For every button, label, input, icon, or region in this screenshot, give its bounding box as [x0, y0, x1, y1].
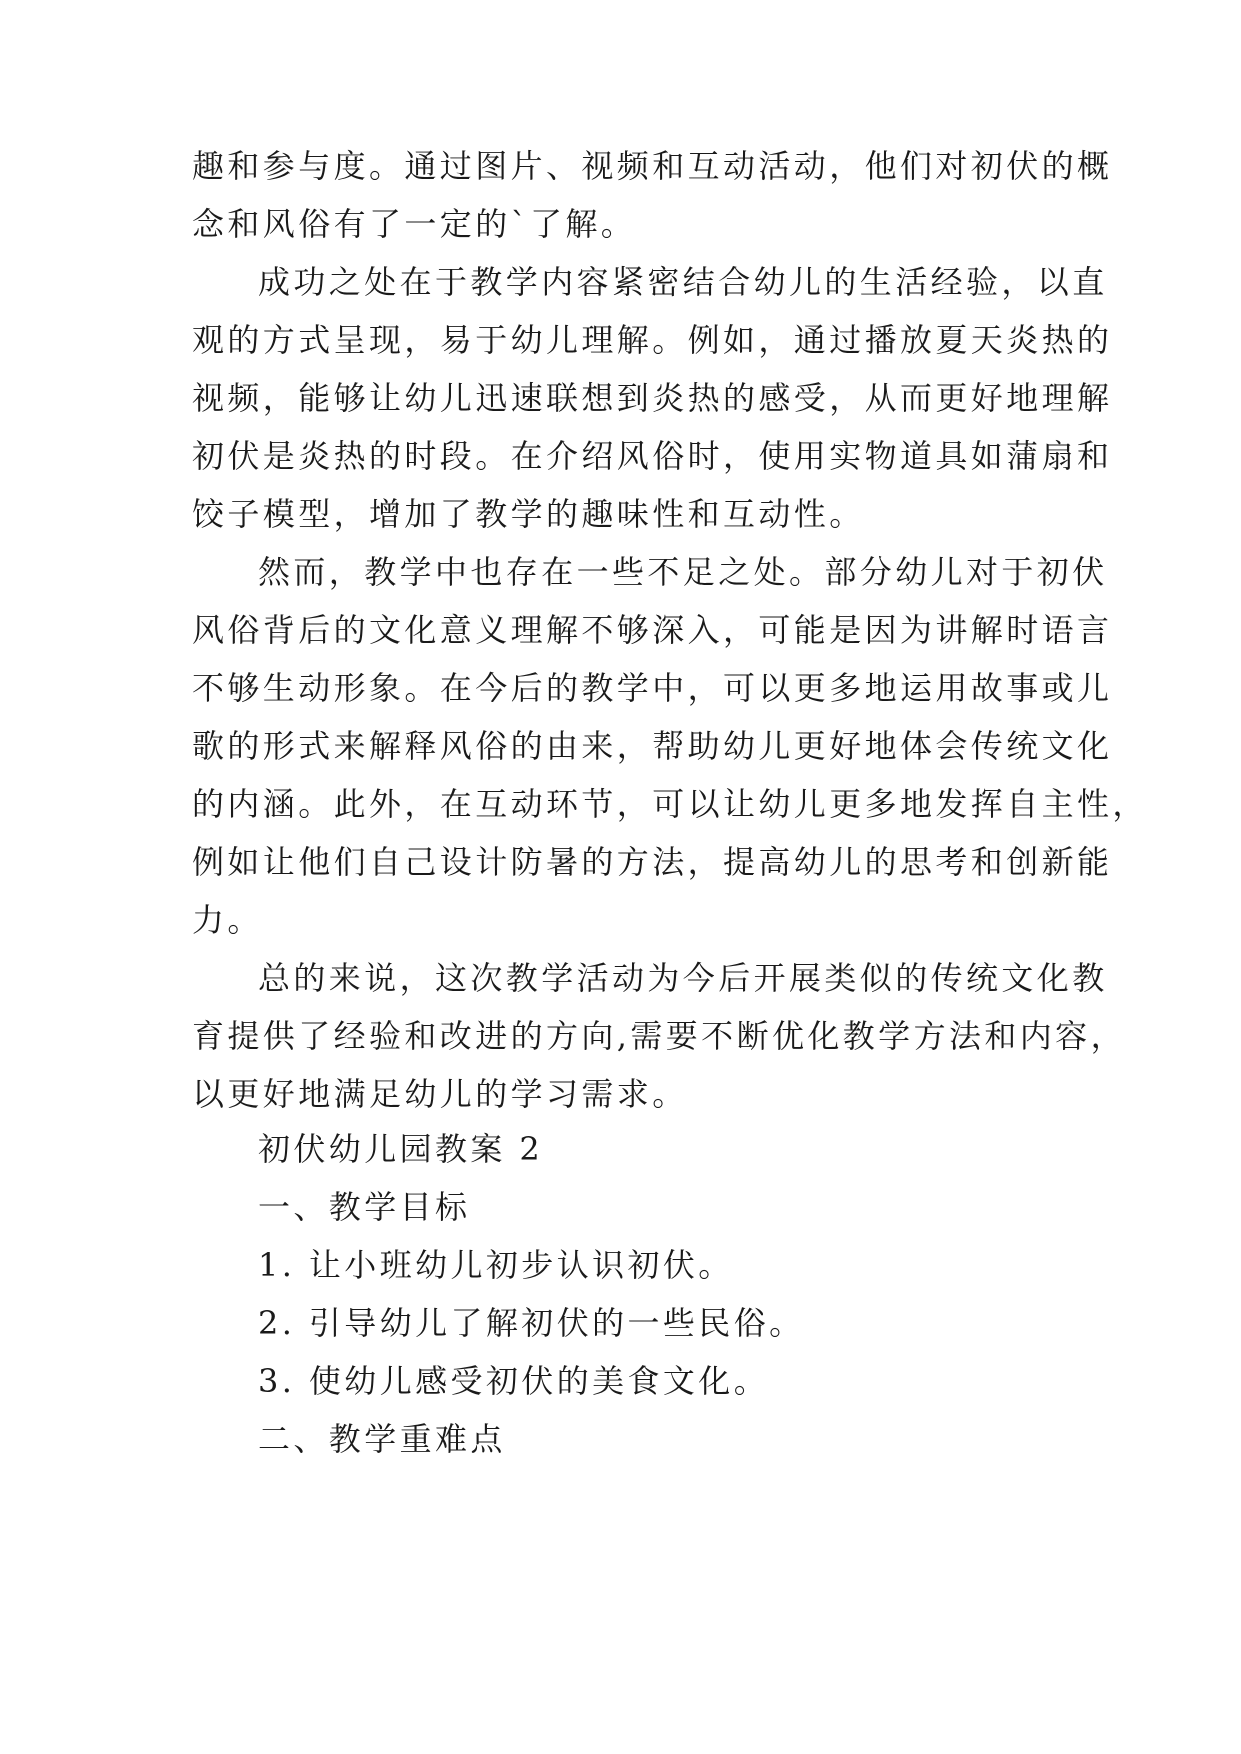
goal-item: 3. 使幼儿感受初伏的美食文化。 [258, 1362, 770, 1400]
text-line: 力。 [192, 901, 263, 939]
text-line: 以更好地满足幼儿的学习需求。 [192, 1075, 688, 1113]
text-line: 风俗背后的文化意义理解不够深入，可能是因为讲解时语言 [192, 611, 1113, 649]
text-line: 念和风俗有了一定的`了解。 [192, 205, 637, 243]
text-line: 育提供了经验和改进的方向,需要不断优化教学方法和内容， [192, 1017, 1126, 1055]
text-line: 视频，能够让幼儿迅速联想到炎热的感受，从而更好地理解 [192, 379, 1113, 417]
text-line: 例如让他们自己设计防暑的方法，提高幼儿的思考和创新能 [192, 843, 1113, 881]
goal-item: 1. 让小班幼儿初步认识初伏。 [258, 1246, 734, 1284]
section-heading-key-points: 二、教学重难点 [258, 1420, 506, 1458]
paragraph-start-line: 成功之处在于教学内容紧密结合幼儿的生活经验，以直 [258, 263, 1108, 301]
text-line: 初伏是炎热的时段。在介绍风俗时，使用实物道具如蒲扇和 [192, 437, 1113, 475]
text-line: 观的方式呈现，易于幼儿理解。例如，通过播放夏天炎热的 [192, 321, 1113, 359]
lesson-plan-section [258, 1120, 805, 1468]
text-line: 饺子模型，增加了教学的趣味性和互动性。 [192, 495, 865, 533]
section-title: 初伏幼儿园教案 2 [258, 1130, 544, 1168]
text-line: 的内涵。此外，在互动环节，可以让幼儿更多地发挥自主性， [192, 785, 1148, 823]
text-line: 趣和参与度。通过图片、视频和互动活动，他们对初伏的概 [192, 147, 1113, 185]
text-line: 歌的形式来解释风俗的由来，帮助幼儿更好地体会传统文化 [192, 727, 1113, 765]
body-text [192, 137, 1148, 1123]
section-heading-goals: 一、教学目标 [258, 1188, 471, 1226]
paragraph-start-line: 总的来说，这次教学活动为今后开展类似的传统文化教 [258, 959, 1108, 997]
text-line: 不够生动形象。在今后的教学中，可以更多地运用故事或儿 [192, 669, 1113, 707]
goal-item: 2. 引导幼儿了解初伏的一些民俗。 [258, 1304, 805, 1342]
paragraph-start-line: 然而，教学中也存在一些不足之处。部分幼儿对于初伏 [258, 553, 1108, 591]
